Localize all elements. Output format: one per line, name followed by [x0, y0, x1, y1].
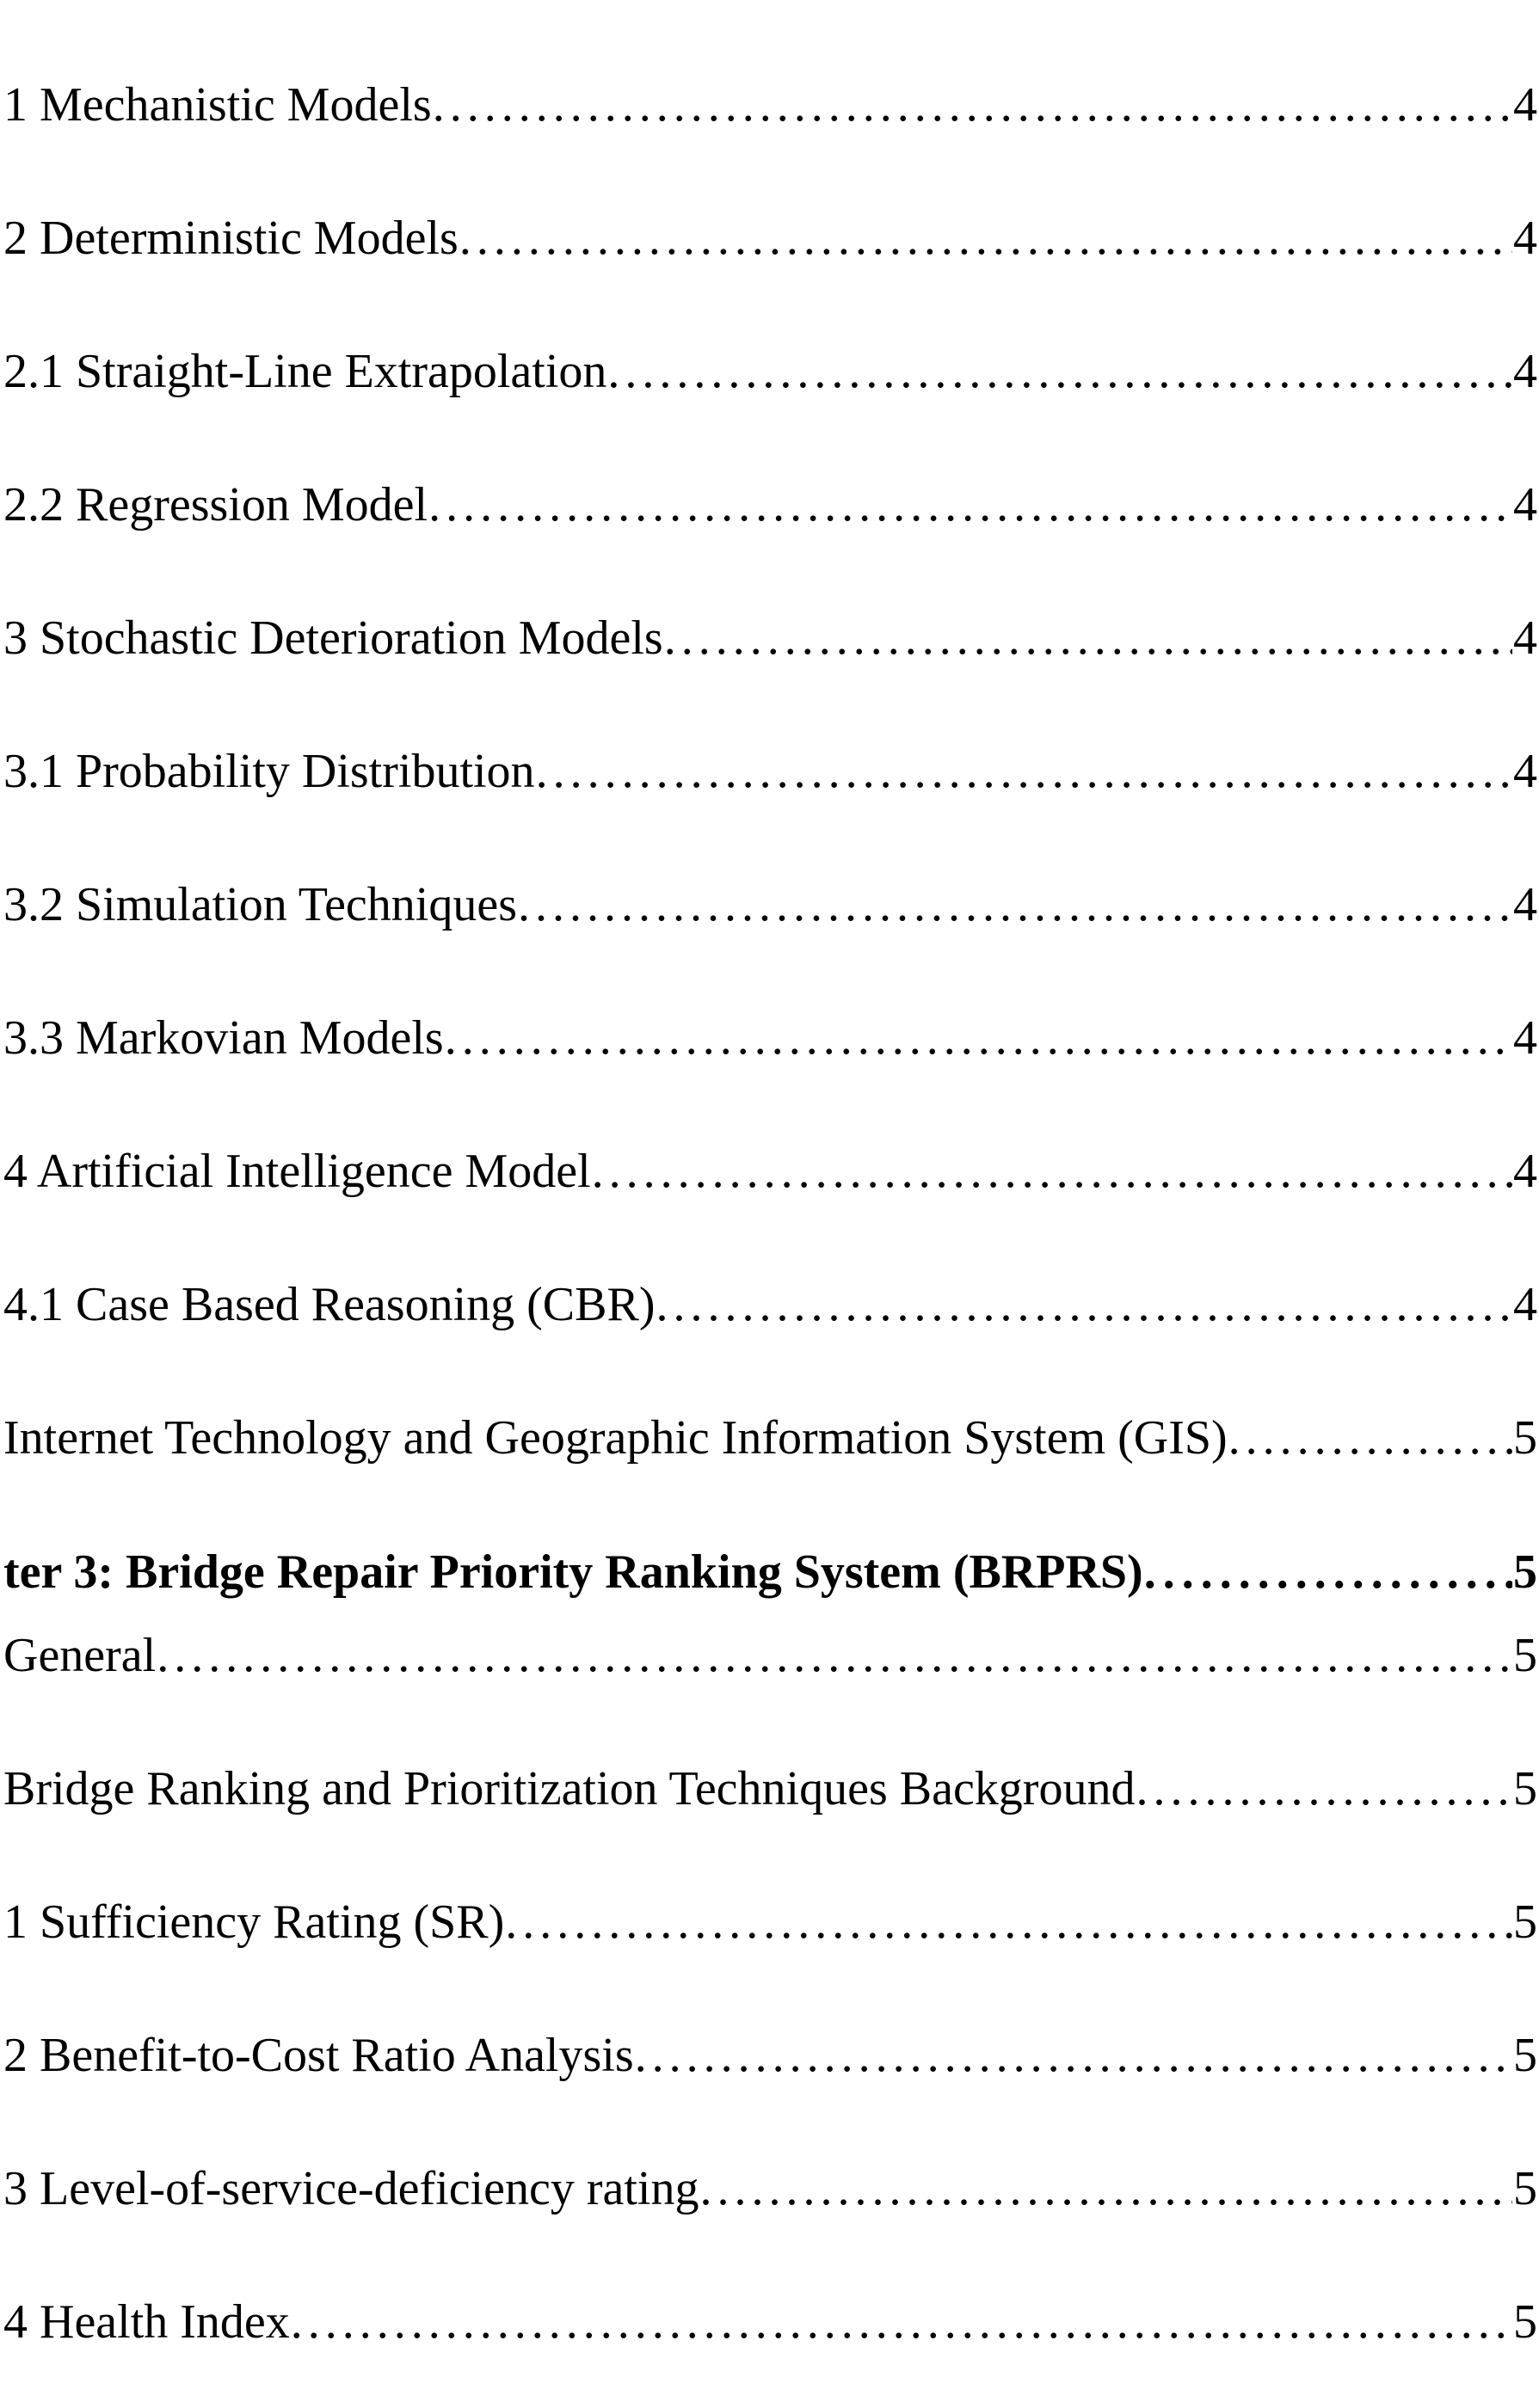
toc-entry-page: 5 [1513, 2162, 1537, 2215]
dot-leader [664, 614, 1512, 662]
toc-entry-page: 4 [1513, 212, 1537, 265]
toc-entry-page: 5 [1513, 2295, 1537, 2349]
toc-entry-benefit-to-cost-ratio[interactable] [0, 2019, 1539, 2082]
toc-entry-bridge-ranking-background[interactable] [0, 1753, 1539, 1813]
toc-entry-title: 1 Sufficiency Rating (SR) [3, 1895, 505, 1949]
toc-entry-page: 5 [1513, 1762, 1537, 1815]
toc-entry-title: 2 Deterministic Models [3, 212, 459, 265]
dot-leader [635, 2031, 1512, 2079]
toc-entry-title: General [3, 1629, 157, 1682]
toc-entry-artificial-intelligence-model[interactable] [0, 1135, 1539, 1198]
toc-entry-page: 4 [1513, 745, 1537, 798]
toc-entry-title: 1 Mechanistic Models [3, 78, 432, 132]
toc-entry-page: 5 [1513, 1411, 1537, 1465]
toc-entry-page: 5 [1513, 2029, 1537, 2082]
toc-entry-title: 2.2 Regression Model [3, 478, 428, 531]
toc-entry-simulation-techniques[interactable] [0, 869, 1539, 929]
dot-leader [1136, 1765, 1512, 1813]
toc-entry-title: Internet Technology and Geographic Information System (GIS) [3, 1411, 1228, 1465]
dot-leader [157, 1631, 1512, 1680]
toc-entry-page: 4 [1513, 611, 1537, 665]
toc-entry-title: 3.1 Probability Distribution [3, 745, 535, 798]
dot-leader [536, 747, 1512, 796]
dot-leader [459, 214, 1512, 262]
toc-entry-probability-distribution[interactable] [0, 735, 1539, 796]
toc-chapter-title: ter 3: Bridge Repair Priority Ranking System (BRPRS) [3, 1545, 1143, 1599]
toc-entry-title: 2.1 Straight-Line Extrapolation [3, 345, 607, 398]
toc-entry-deterministic-models[interactable] [0, 202, 1539, 265]
toc-entry-page: 4 [1513, 1145, 1537, 1198]
toc-entry-title: 2 Benefit-to-Cost Ratio Analysis [3, 2029, 634, 2082]
toc-entry-straight-line-extrapolation[interactable] [0, 335, 1539, 396]
dot-leader [505, 1898, 1512, 1946]
toc-entry-internet-technology-gis[interactable] [0, 1402, 1539, 1465]
dot-leader [699, 2165, 1512, 2213]
dot-leader [1228, 1414, 1512, 1462]
dot-leader [445, 1014, 1512, 1062]
toc-entry-mechanistic-models[interactable] [0, 69, 1539, 132]
toc-entry-sufficiency-rating[interactable] [0, 1886, 1539, 1949]
toc-entry-health-index[interactable] [0, 2286, 1539, 2349]
toc-entry-title: 3 Stochastic Deterioration Models [3, 611, 663, 665]
toc-entry-markovian-models[interactable] [0, 1002, 1539, 1065]
toc-entry-page: 4 [1513, 345, 1537, 398]
toc-entry-level-of-service-deficiency[interactable] [0, 2153, 1539, 2213]
toc-entry-title: 3.3 Markovian Models [3, 1011, 444, 1065]
toc-entry-case-based-reasoning[interactable] [0, 1268, 1539, 1329]
dot-leader [291, 2298, 1512, 2346]
toc-entry-page: 4 [1513, 1278, 1537, 1331]
toc-entry-title: 4 Health Index [3, 2295, 290, 2349]
toc-entry-title: Bridge Ranking and Prioritization Techniques Background [3, 1762, 1136, 1815]
toc-entry-page: 5 [1513, 1895, 1537, 1949]
dot-leader [592, 1147, 1512, 1195]
toc-entry-title: 3.2 Simulation Techniques [3, 878, 517, 931]
dot-leader [518, 881, 1512, 929]
dot-leader [428, 481, 1512, 529]
toc-entry-page: 4 [1513, 878, 1537, 931]
toc-entry-page: 4 [1513, 78, 1537, 132]
toc-entry-page: 4 [1513, 1011, 1537, 1065]
toc-entry-page: 4 [1513, 478, 1537, 531]
toc-entry-title: 4.1 Case Based Reasoning (CBR) [3, 1278, 656, 1331]
toc-chapter-3-heading[interactable] [0, 1536, 1539, 1599]
toc-entry-title: 4 Artificial Intelligence Model [3, 1145, 591, 1198]
dot-leader [656, 1281, 1512, 1329]
toc-entry-regression-model[interactable] [0, 469, 1539, 529]
toc-entry-stochastic-deterioration-models[interactable] [0, 602, 1539, 665]
toc-chapter-page: 5 [1513, 1545, 1537, 1599]
toc-entry-general[interactable] [0, 1619, 1539, 1680]
toc-entry-title: 3 Level-of-service-deficiency rating [3, 2162, 699, 2215]
dot-leader [607, 347, 1512, 396]
dot-leader [433, 81, 1512, 129]
dot-leader [1144, 1548, 1512, 1596]
toc-entry-page: 5 [1513, 1629, 1537, 1682]
